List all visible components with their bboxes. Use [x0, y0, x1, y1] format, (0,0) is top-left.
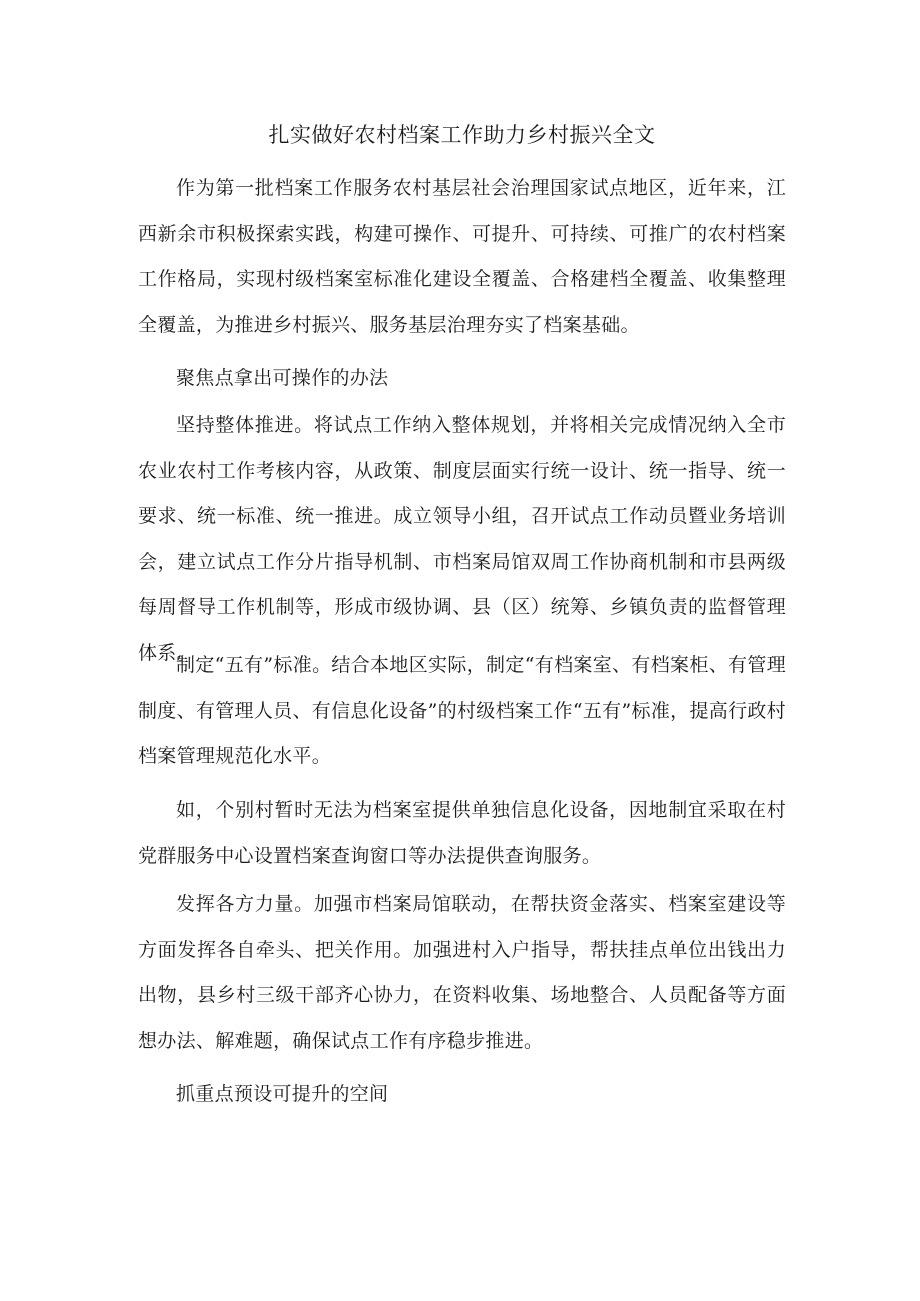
- section-heading-improvement-space: 抓重点预设可提升的空间: [176, 1083, 389, 1105]
- paragraph-all-forces: 发挥各方力量。加强市档案局馆联动，在帮扶资金落实、档案室建设等方面发挥各自牵头、把关作用。加强进村入户指导，帮扶挂点单位出钱出力出物，县乡村三级干部齐心协力，在资料收集、场地整合、人员配备等方面想办法、解难题，确保试点工作有序稳步推进。: [138, 893, 786, 1052]
- paragraph-five-standards: 制定“五有”标准。结合本地区实际，制定“有档案室、有档案柜、有管理制度、有管理人员、有信息化设备”的村级档案工作“五有”标准，提高行政村档案管理规范化水平。: [138, 654, 786, 767]
- document-title: 扎实做好农村档案工作助力乡村振兴全文: [268, 123, 656, 147]
- paragraph-overall-promotion: 坚持整体推进。将试点工作纳入整体规划，并将相关完成情况纳入全市农业农村工作考核内容，从政策、制度层面实行统一设计、统一指导、统一要求、统一标准、统一推进。成立领导小组，召开试点工作动员暨业务培训会，建立试点工作分片指导机制、市档案局馆双周工作协商机制和市县两级每周督导工作机制等，形成市级协调、县（区）统筹、乡镇负责的监督管理体系。: [138, 414, 786, 664]
- paragraph-example: 如，个别村暂时无法为档案室提供单独信息化设备，因地制宜采取在村党群服务中心设置档案查询窗口等办法提供查询服务。: [138, 799, 786, 867]
- section-heading-operable-methods: 聚焦点拿出可操作的办法: [176, 367, 389, 389]
- intro-paragraph: 作为第一批档案工作服务农村基层社会治理国家试点地区，近年来，江西新余市积极探索实践，构建可操作、可提升、可持续、可推广的农村档案工作格局，实现村级档案室标准化建设全覆盖、合格建档全覆盖、收集整理全覆盖，为推进乡村振兴、服务基层治理夯实了档案基础。: [138, 177, 786, 336]
